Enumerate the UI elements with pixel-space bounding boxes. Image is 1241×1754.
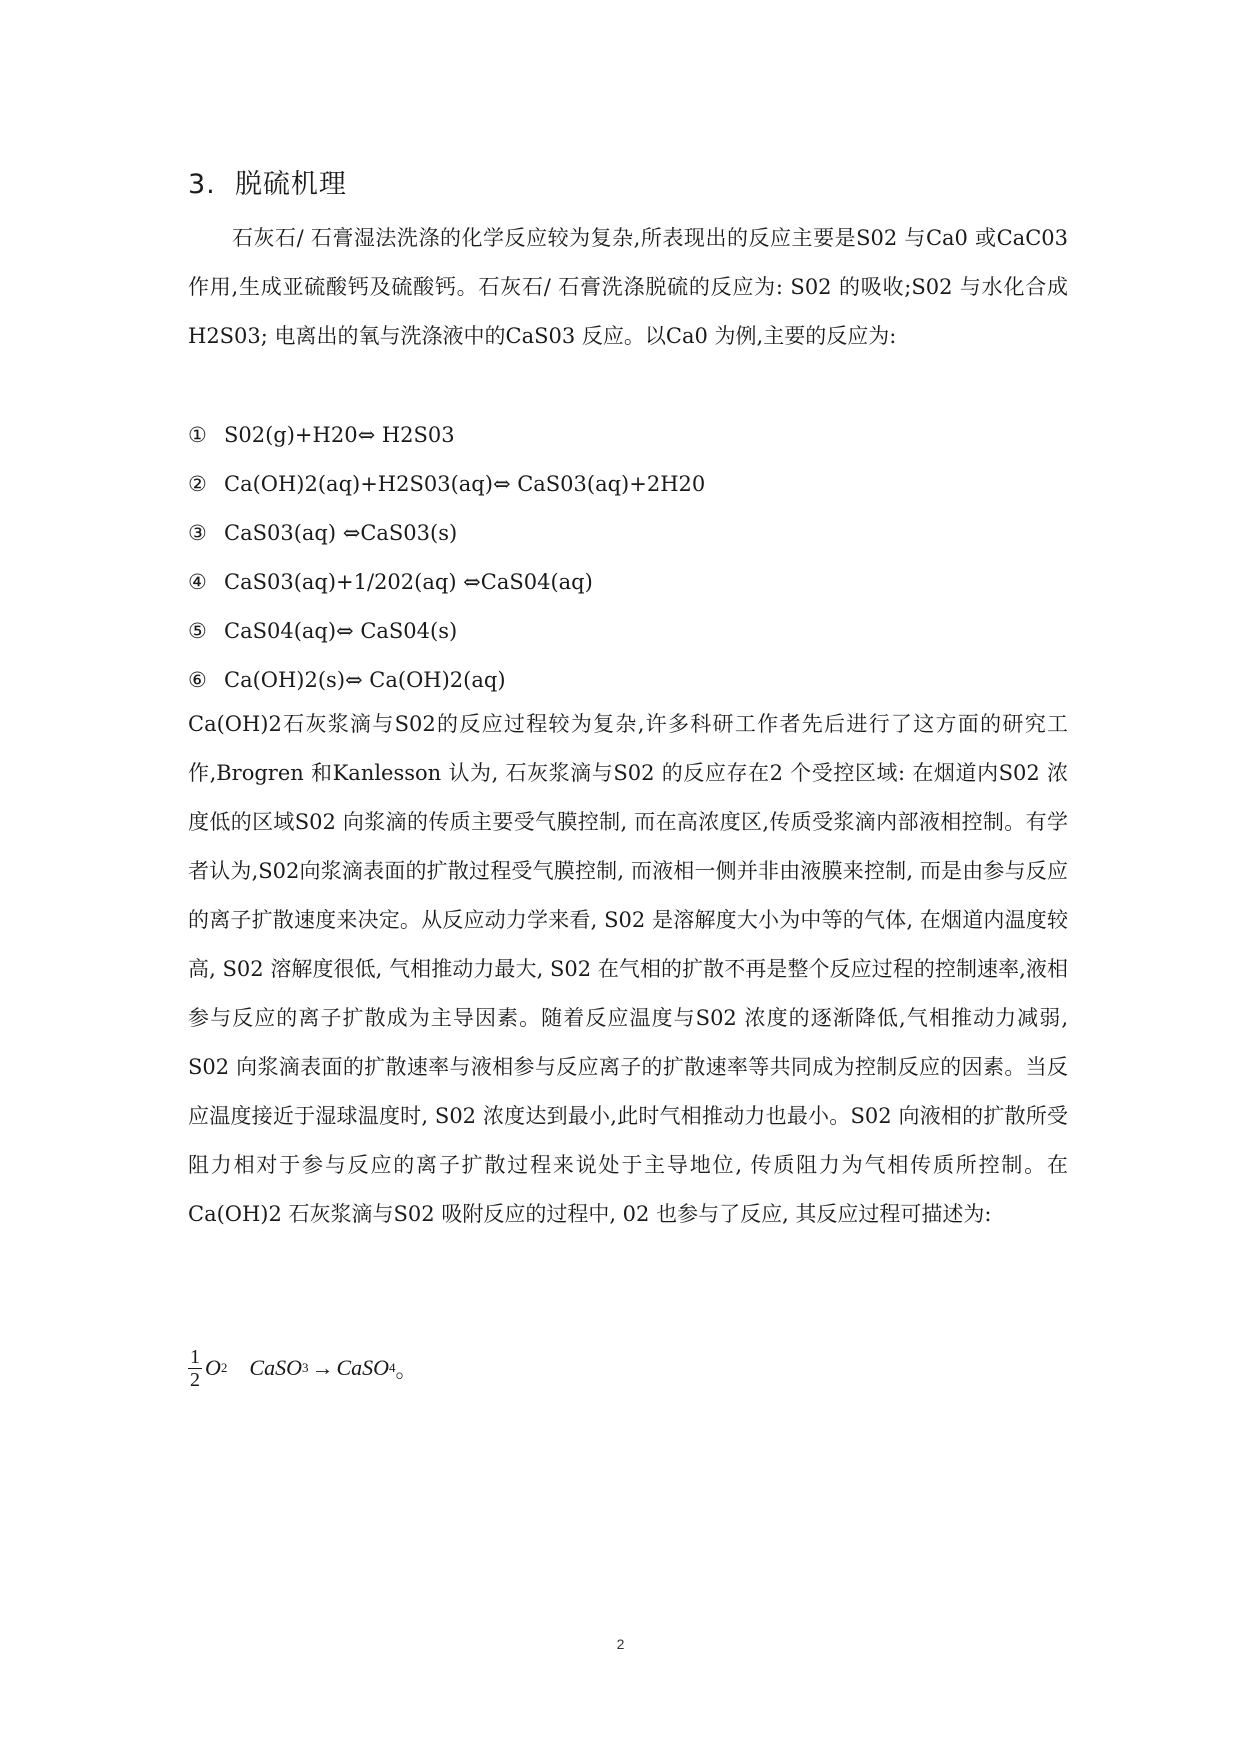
equation-row	[188, 558, 1068, 607]
equation-row	[188, 509, 1068, 558]
equation-text: CaS04(aq)⇔ CaS04(s)	[224, 619, 458, 643]
equation-text: Ca(OH)2(aq)+H2S03(aq)⇔ CaS03(aq)+2H20	[224, 472, 706, 496]
equation-number: ③	[188, 521, 207, 545]
equation-number: ①	[188, 423, 207, 447]
equation-text: S02(g)+H20⇔ H2S03	[224, 423, 455, 447]
section-title: 脱硫机理	[234, 169, 347, 200]
equation-text: CaS03(aq)+1/202(aq) ⇔CaS04(aq)	[224, 570, 593, 594]
page-number: 2	[616, 1636, 625, 1652]
section-number: 3.	[188, 169, 216, 200]
section-heading	[188, 162, 347, 201]
fraction	[188, 1346, 202, 1391]
equation-list	[188, 411, 1068, 705]
intro-paragraph: 石灰石/ 石膏湿法洗涤的化学反应较为复杂,所表现出的反应主要是S02 与Ca0 或CaC03 作用,生成亚硫酸钙及硫酸钙。石灰石/ 石膏洗涤脱硫的反应为: S02 的吸收;S02 与水化合成H2S03; 电离出的氧与洗涤液中的CaS03 反应。以Ca0 为例,主要的反应为:	[188, 226, 1068, 348]
fraction-numerator: 1	[190, 1345, 200, 1368]
equation-number: ⑥	[188, 668, 207, 692]
formula-terminator: 。	[395, 1357, 418, 1383]
equation-number: ②	[188, 472, 207, 496]
reactant-subscript: 3	[301, 1360, 309, 1375]
reaction-formula	[188, 1338, 418, 1398]
fraction-denominator: 2	[190, 1368, 200, 1391]
oxygen-symbol: O	[205, 1355, 221, 1380]
equation-row	[188, 411, 1068, 460]
equation-text: CaS03(aq) ⇔CaS03(s)	[224, 521, 458, 545]
product-symbol: CaSO	[336, 1355, 390, 1380]
equation-number: ④	[188, 570, 207, 594]
oxygen-subscript: 2	[220, 1360, 228, 1375]
product-subscript: 4	[389, 1360, 396, 1375]
reactant-symbol: CaSO	[249, 1355, 302, 1380]
equation-row	[188, 460, 1068, 509]
equation-row	[188, 656, 1068, 705]
body-paragraph: Ca(OH)2石灰浆滴与S02的反应过程较为复杂,许多科研工作者先后进行了这方面的研究工作,Brogren 和Kanlesson 认为, 石灰浆滴与S02 的反应存在2 个受控区域: 在烟道内S02 浓度低的区域S02 向浆滴的传质主要受气膜控制, 而在高浓度区,传质受浆滴内部液相控制。有学者认为,S02向浆滴表面的扩散过程受气膜控制, 而液相一侧并非由液膜来控制, 而是由参与反应的离子扩散速度来决定。从反应动力学来看, S02 是溶解度大小为中等的气体, 在烟道内温度较高, S02 溶解度很低, 气相推动力最大, S02 在气相的扩散不再是整个反应过程的控制速率,液相参与反应的离子扩散成为主导因素。随着反应温度与S02 浓度的逐渐降低,气相推动力减弱, S02 向浆滴表面的扩散速率与液相参与反应离子的扩散速率等共同成为控制反应的因素。当反应温度接近于湿球温度时, S02 浓度达到最小,此时气相推动力也最小。S02 向液相的扩散所受阻力相对于参与反应的离子扩散过程来说处于主导地位, 传质阻力为气相传质所控制。在Ca(OH)2 石灰浆滴与S02 吸附反应的过程中, 02 也参与了反应, 其反应过程可描述为:	[188, 712, 1068, 1226]
equation-row	[188, 607, 1068, 656]
equation-text: Ca(OH)2(s)⇔ Ca(OH)2(aq)	[224, 668, 506, 692]
equation-number: ⑤	[188, 619, 207, 643]
reaction-arrow-icon: →	[311, 1355, 334, 1380]
